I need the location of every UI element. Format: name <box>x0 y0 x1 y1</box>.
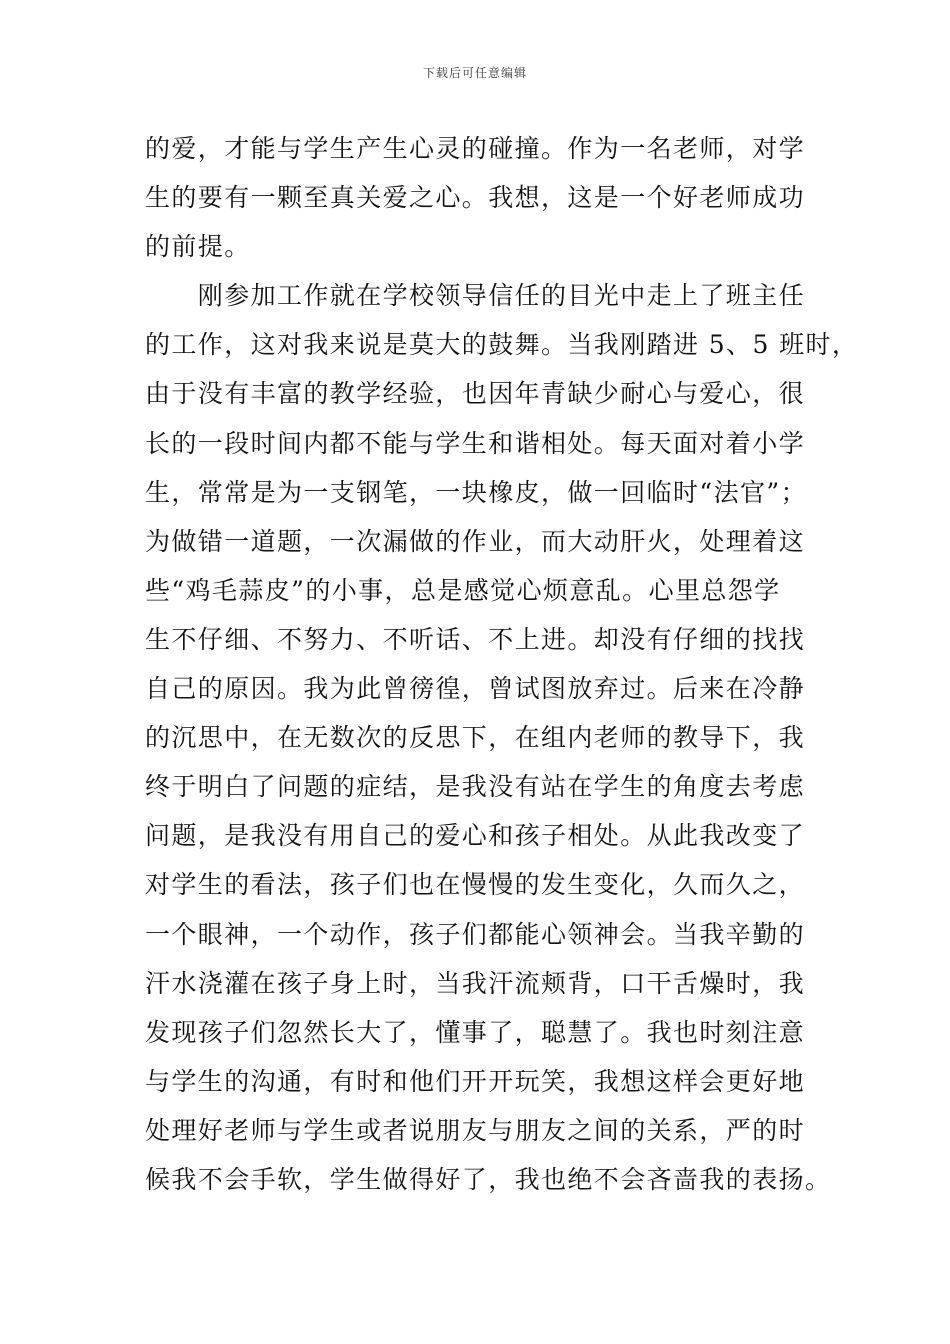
text-line: 对学生的看法，孩子们也在慢慢的发生变化，久而久之， <box>145 870 806 900</box>
text-line: 长的一段时间内都不能与学生和谐相处。每天面对着小学 <box>145 428 806 458</box>
text-line: 终于明白了问题的症结，是我没有站在学生的角度去考虑 <box>145 772 806 802</box>
text-line: 汗水浇灌在孩子身上时，当我汗流颊背，口干舌燥时，我 <box>145 968 806 998</box>
body-text <box>145 124 859 1204</box>
text-line: 生不仔细、不努力、不听话、不上进。却没有仔细的找找 <box>145 624 806 654</box>
text-line: 与学生的沟通，有时和他们开开玩笑，我想这样会更好地 <box>145 1066 806 1096</box>
text-line: 候我不会手软，学生做得好了，我也绝不会吝啬我的表扬。 <box>145 1164 832 1194</box>
text-line: 生的要有一颗至真关爱之心。我想，这是一个好老师成功 <box>145 183 806 213</box>
text-line: 生，常常是为一支钢笔，一块橡皮，做一回临时“法官”； <box>145 477 807 507</box>
header-note: 下载后可任意编辑 <box>422 66 527 80</box>
text-line: 的沉思中，在无数次的反思下，在组内老师的教导下，我 <box>145 723 806 753</box>
text-line: 由于没有丰富的教学经验，也因年青缺少耐心与爱心，很 <box>145 379 806 409</box>
text-line: 发现孩子们忽然长大了，懂事了，聪慧了。我也时刻注意 <box>145 1017 806 1047</box>
paragraph-start-line: 刚参加工作就在学校领导信任的目光中走上了班主任 <box>145 281 806 311</box>
text-line: 的前提。 <box>145 232 251 262</box>
text-line: 的爱，才能与学生产生心灵的碰撞。作为一名老师，对学 <box>145 134 806 163</box>
text-line: 为做错一道题，一次漏做的作业，而大动肝火，处理着这 <box>145 526 806 556</box>
text-line: 问题，是我没有用自己的爱心和孩子相处。从此我改变了 <box>145 821 806 851</box>
text-line: 处理好老师与学生或者说朋友与朋友之间的关系，严的时 <box>145 1115 806 1145</box>
text-line: 些“鸡毛蒜皮”的小事，总是感觉心烦意乱。心里总怨学 <box>145 575 781 605</box>
text-line: 的工作，这对我来说是莫大的鼓舞。当我刚踏进 5、5 班时， <box>145 330 859 360</box>
text-line: 一个眼神，一个动作，孩子们都能心领神会。当我辛勤的 <box>145 919 806 949</box>
text-line: 自己的原因。我为此曾徬徨，曾试图放弃过。后来在冷静 <box>145 674 806 704</box>
